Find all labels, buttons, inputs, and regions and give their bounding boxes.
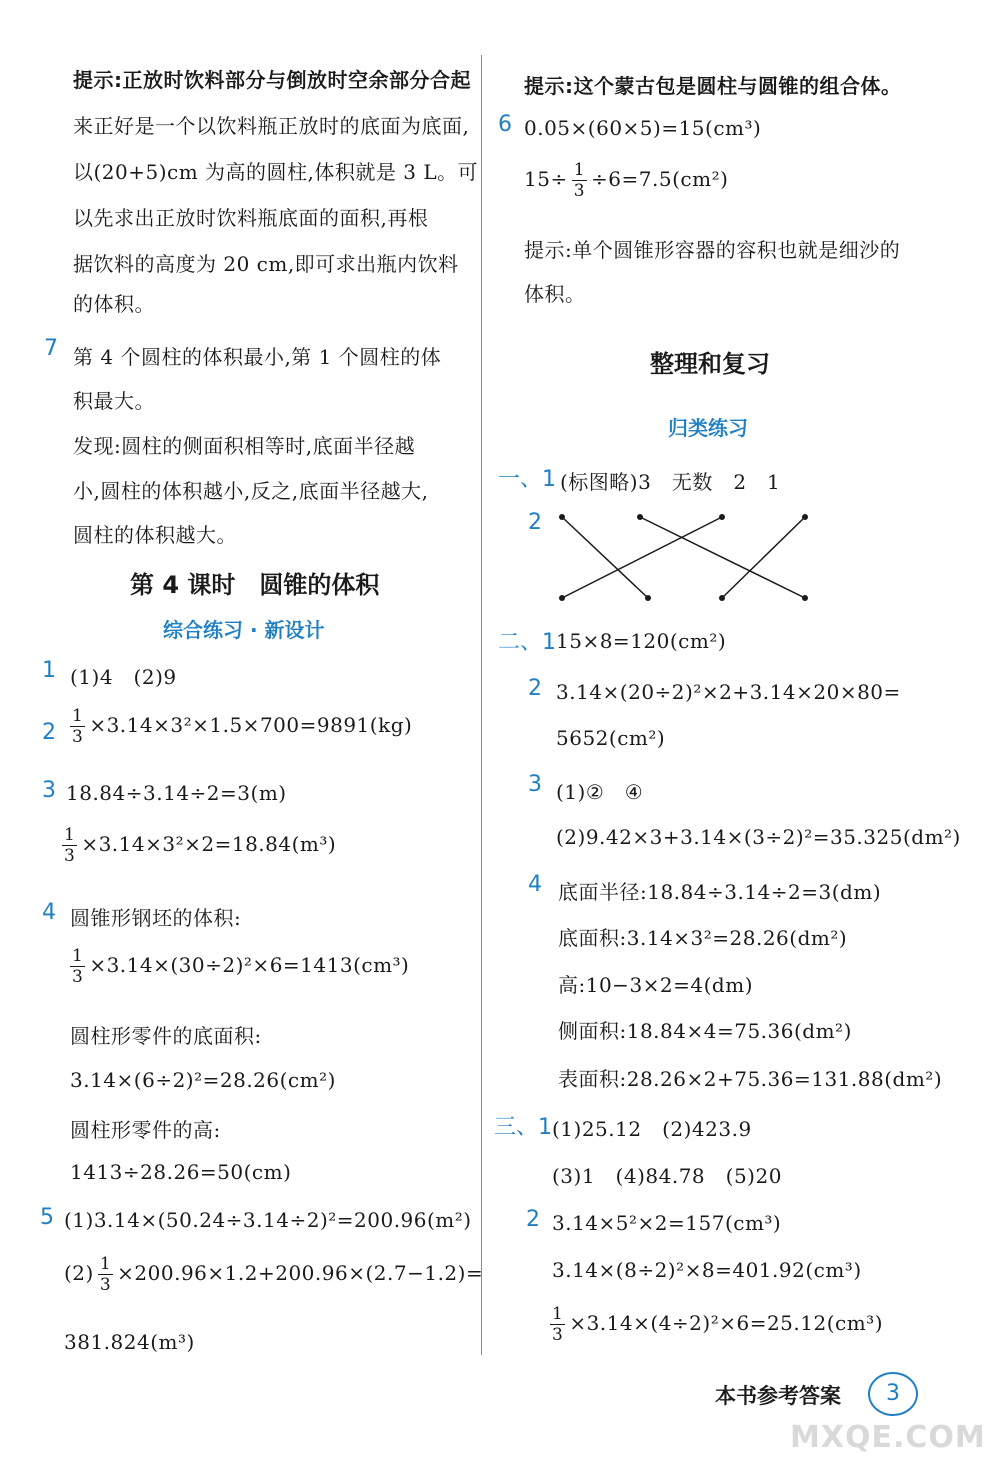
fraction [62,825,77,866]
answer-line: (3)1 (4)84.78 (5)20 [552,1164,782,1188]
answer-line [546,1304,883,1345]
hint-line: 提示:单个圆锥形容器的容积也就是细沙的 [524,238,901,262]
answer-line: 0.05×(60×5)=15(cm³) [524,116,762,140]
answer-line: 底面半径:18.84÷3.14÷2=3(dm) [558,880,882,904]
matching-dot [559,595,565,601]
expression: (2) [64,1261,94,1285]
fraction [70,946,85,987]
answer-line: 3.14×(8÷2)²×8=401.92(cm³) [552,1258,862,1282]
matching-dot [802,514,808,520]
hint-line: 据饮料的高度为 20 cm,即可求出瓶内饮料 [73,252,459,276]
denominator: 3 [99,1275,112,1295]
matching-line [562,517,648,598]
answer-line: 圆柱形零件的高: [70,1118,221,1142]
section-subtitle: 综合练习 · 新设计 [163,618,325,642]
expression: ×3.14×3²×2=18.84(m³) [81,832,337,856]
numerator: 1 [72,946,84,966]
numerator: 1 [573,160,586,180]
answer-line [58,825,336,866]
question-number: 4 [42,900,56,925]
answer-line: 表面积:28.26×2+75.36=131.88(dm²) [558,1067,943,1091]
answer-line: 381.824(m³) [64,1330,195,1354]
answer-line: 15×8=120(cm²) [556,629,727,653]
fraction [98,1254,113,1295]
answer-line: 圆柱形零件的底面积: [70,1024,262,1048]
answer-line: 3.14×(6÷2)²=28.26(cm²) [70,1068,336,1092]
review-title: 整理和复习 [650,350,770,378]
matching-dot [559,514,565,520]
question-number: 一、1 [498,467,556,492]
hint-line: 来正好是一个以饮料瓶正放时的底面为底面, [73,114,470,138]
matching-dot [719,595,725,601]
answer-line: (1)3.14×(50.24÷3.14÷2)²=200.96(m²) [64,1208,472,1232]
answer-line: (2)9.42×3+3.14×(3÷2)²=35.325(dm²) [556,825,961,849]
answer-line: 积最大。 [73,389,155,413]
answer-line [66,706,412,747]
hint-text: 提示:正放时饮料部分与倒放时空余部分合起 [73,68,471,92]
denominator: 3 [72,967,84,987]
expression: ×200.96×1.2+200.96×(2.7−1.2)= [117,1261,484,1285]
hint-line: 以(20+5)cm 为高的圆柱,体积就是 3 L。可 [73,160,479,184]
section-title: 第 4 课时 圆锥的体积 [130,571,380,599]
hint-line: 以先求出正放时饮料瓶底面的面积,再根 [73,206,429,230]
answer-line: 高:10−3×2=4(dm) [558,973,754,997]
matching-dot [719,514,725,520]
matching-line [722,517,805,598]
answer-line: (标图略)3 无数 2 1 [560,470,781,494]
hint-line: 体积。 [524,282,586,306]
answer-line: (1)25.12 (2)423.9 [552,1117,752,1141]
expression: ÷6=7.5(cm²) [591,167,729,191]
matching-dot [802,595,808,601]
question-number: 5 [40,1205,54,1230]
answer-line: (1)② ④ [556,780,644,804]
answer-line [524,160,728,201]
answer-line: 圆柱的体积越大。 [73,523,237,547]
expression: 15÷ [524,167,568,191]
numerator: 1 [552,1304,564,1324]
answer-line: 18.84÷3.14÷2=3(m) [66,781,287,805]
numerator: 1 [72,706,84,726]
review-subtitle: 归类练习 [668,416,748,440]
question-number: 2 [528,676,542,701]
hint-line: 的体积。 [73,292,155,316]
denominator: 3 [72,727,84,747]
numerator: 1 [99,1254,112,1274]
answer-line: 第 4 个圆柱的体积最小,第 1 个圆柱的体 [73,345,442,369]
answer-line: 3.14×5²×2=157(cm³) [552,1211,782,1235]
question-number: 7 [44,336,58,361]
footer-label: 本书参考答案 [715,1384,841,1408]
numerator: 1 [64,825,76,845]
answer-line: 侧面积:18.84×4=75.36(dm²) [558,1019,852,1043]
answer-line: (1)4 (2)9 [70,665,177,689]
question-number: 4 [528,872,542,897]
watermark: MXQE.COM [790,1420,986,1455]
answer-line: 3.14×(20÷2)²×2+3.14×20×80= [556,680,901,704]
denominator: 3 [552,1325,564,1345]
question-number: 3 [42,778,56,803]
hint-line: 提示:这个蒙古包是圆柱与圆锥的组合体。 [524,74,902,98]
question-number: 2 [526,1207,540,1232]
question-number: 二、1 [498,630,556,655]
hint-line [73,64,471,93]
answer-line [66,946,409,987]
question-number: 三、1 [494,1115,552,1140]
expression: ×3.14×(4÷2)²×6=25.12(cm³) [569,1311,883,1335]
denominator: 3 [573,181,586,201]
expression: ×3.14×(30÷2)²×6=1413(cm³) [89,953,410,977]
column-divider [481,55,482,1355]
question-number: 3 [528,772,542,797]
denominator: 3 [64,846,76,866]
question-number: 2 [528,510,542,535]
matching-dot [637,514,643,520]
answer-line: 1413÷28.26=50(cm) [70,1160,292,1184]
answer-line: 底面积:3.14×3²=28.26(dm²) [558,926,848,950]
page-number: 3 [868,1372,918,1416]
fraction [70,706,85,747]
matching-line [640,517,805,598]
answer-line [64,1254,483,1295]
matching-diagram [550,505,820,610]
fraction [572,160,587,201]
answer-line: 小,圆柱的体积越小,反之,底面半径越大, [73,479,429,503]
matching-dot [645,595,651,601]
answer-line: 发现:圆柱的侧面积相等时,底面半径越 [73,434,416,458]
expression: ×3.14×3²×1.5×700=9891(kg) [89,713,413,737]
question-number: 2 [42,720,56,745]
answer-line: 圆锥形钢坯的体积: [70,906,242,930]
question-number: 1 [42,658,56,683]
question-number: 6 [498,112,512,137]
fraction [550,1304,565,1345]
answer-line: 5652(cm²) [556,726,666,750]
matching-line [562,517,722,598]
